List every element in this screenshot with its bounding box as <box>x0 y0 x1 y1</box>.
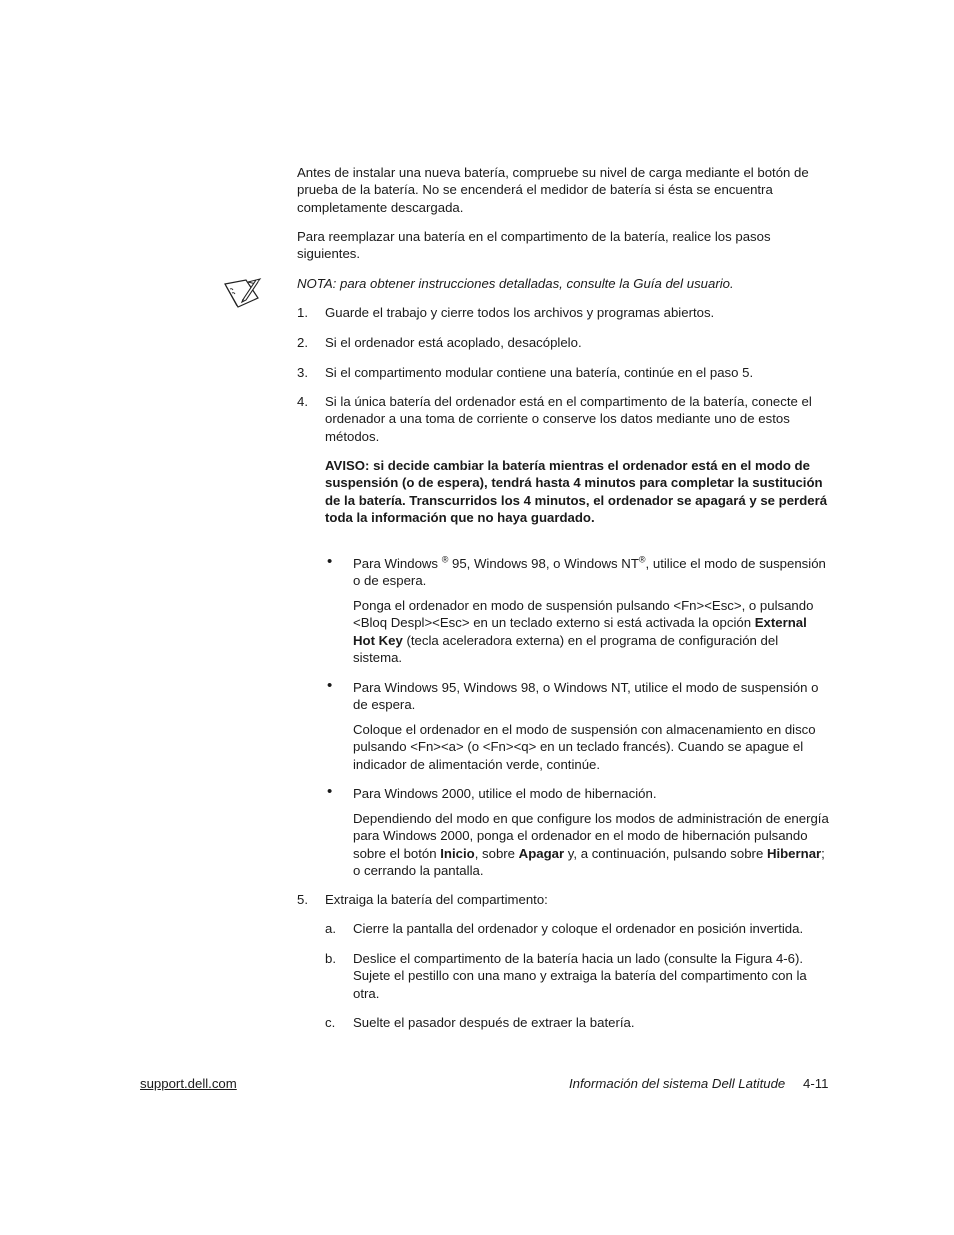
step-number: 2. <box>297 335 308 350</box>
step-text: Extraiga la batería del compartimento: <box>325 892 548 907</box>
note-text: NOTA: para obtener instrucciones detalladas, consulte la Guía del usuario. <box>297 276 734 291</box>
step-number: 1. <box>297 305 308 320</box>
substep-letter: a. <box>325 921 336 936</box>
step-number: 4. <box>297 394 308 409</box>
step-text: Si el compartimento modular contiene una batería, continúe en el paso 5. <box>325 365 754 380</box>
footer-title: Información del sistema Dell Latitude <box>569 1076 786 1091</box>
bullet-title: Para Windows 95, Windows 98, o Windows NT, utilice el modo de suspensión o de espera. <box>353 680 819 713</box>
substep-text: Deslice el compartimento de la batería hacia un lado (consulte la Figura 4-6). Sujete el pestillo con una mano y extraiga la batería del compartimento con la otra. <box>353 951 807 1001</box>
bullet-symbol: • <box>327 677 333 694</box>
bullet-title: Para Windows 2000, utilice el modo de hibernación. <box>353 786 657 801</box>
intro-paragraph-2: Para reemplazar una batería en el compartimento de la batería, realice los pasos siguientes. <box>297 229 771 262</box>
page-number: 4-11 <box>803 1076 829 1091</box>
bullet-symbol: • <box>327 783 333 800</box>
step-number: 5. <box>297 892 308 907</box>
step-text: Si el ordenador está acoplado, desacóplelo. <box>325 335 582 350</box>
intro-paragraph-1: Antes de instalar una nueva batería, compruebe su nivel de carga mediante el botón de prueba de la batería. No se encenderá el medidor de batería si ésta se encuentra completamente descargada. <box>297 165 809 215</box>
step-number: 3. <box>297 365 308 380</box>
substep-letter: b. <box>325 951 336 966</box>
warning-notice: AVISO: si decide cambiar la batería mientras el ordenador está en el modo de suspensión (o de espera), tendrá hasta 4 minutos para completar la sustitución de la batería. Transcurridos los 4 minutos, el ordenador se apagará y se perderá toda la información que no haya guardado. <box>325 458 828 525</box>
step-text: Guarde el trabajo y cierre todos los archivos y programas abiertos. <box>325 305 715 320</box>
note-pencil-icon <box>222 276 262 312</box>
bullet-detail: Ponga el ordenador en modo de suspensión pulsando <Fn><Esc>, o pulsando <Bloq Despl><Esc> en un teclado externo si está activada la opción External Hot Key (tecla aceleradora externa) en el programa de configuración del sistema. <box>353 598 814 665</box>
step-text: Si la única batería del ordenador está en el compartimento de la batería, conecte el ordenador a una toma de corriente o conserve los datos mediante uno de estos métodos. <box>325 394 812 444</box>
substep-letter: c. <box>325 1015 336 1030</box>
bullet-detail: Dependiendo del modo en que configure los modos de administración de energía para Windows 2000, ponga el ordenador en el modo de hibernación pulsando sobre el botón Inicio, sobre Apagar y, a continuación, pulsando sobre Hibernar; o cerrando la pantalla. <box>353 811 829 878</box>
bullet-title: Para Windows ® 95, Windows 98, o Windows NT®, utilice el modo de suspensión o de espera. <box>353 554 826 589</box>
substep-text: Cierre la pantalla del ordenador y coloque el ordenador en posición invertida. <box>353 921 804 936</box>
bullet-symbol: • <box>327 553 333 570</box>
bullet-detail: Coloque el ordenador en el modo de suspensión con almacenamiento en disco pulsando <Fn><a> (o <Fn><q> en un teclado francés). Cuando se apague el indicador de alimentación verde, continúe. <box>353 722 816 772</box>
support-link[interactable]: support.dell.com <box>140 1076 237 1091</box>
substep-text: Suelte el pasador después de extraer la batería. <box>353 1015 635 1030</box>
